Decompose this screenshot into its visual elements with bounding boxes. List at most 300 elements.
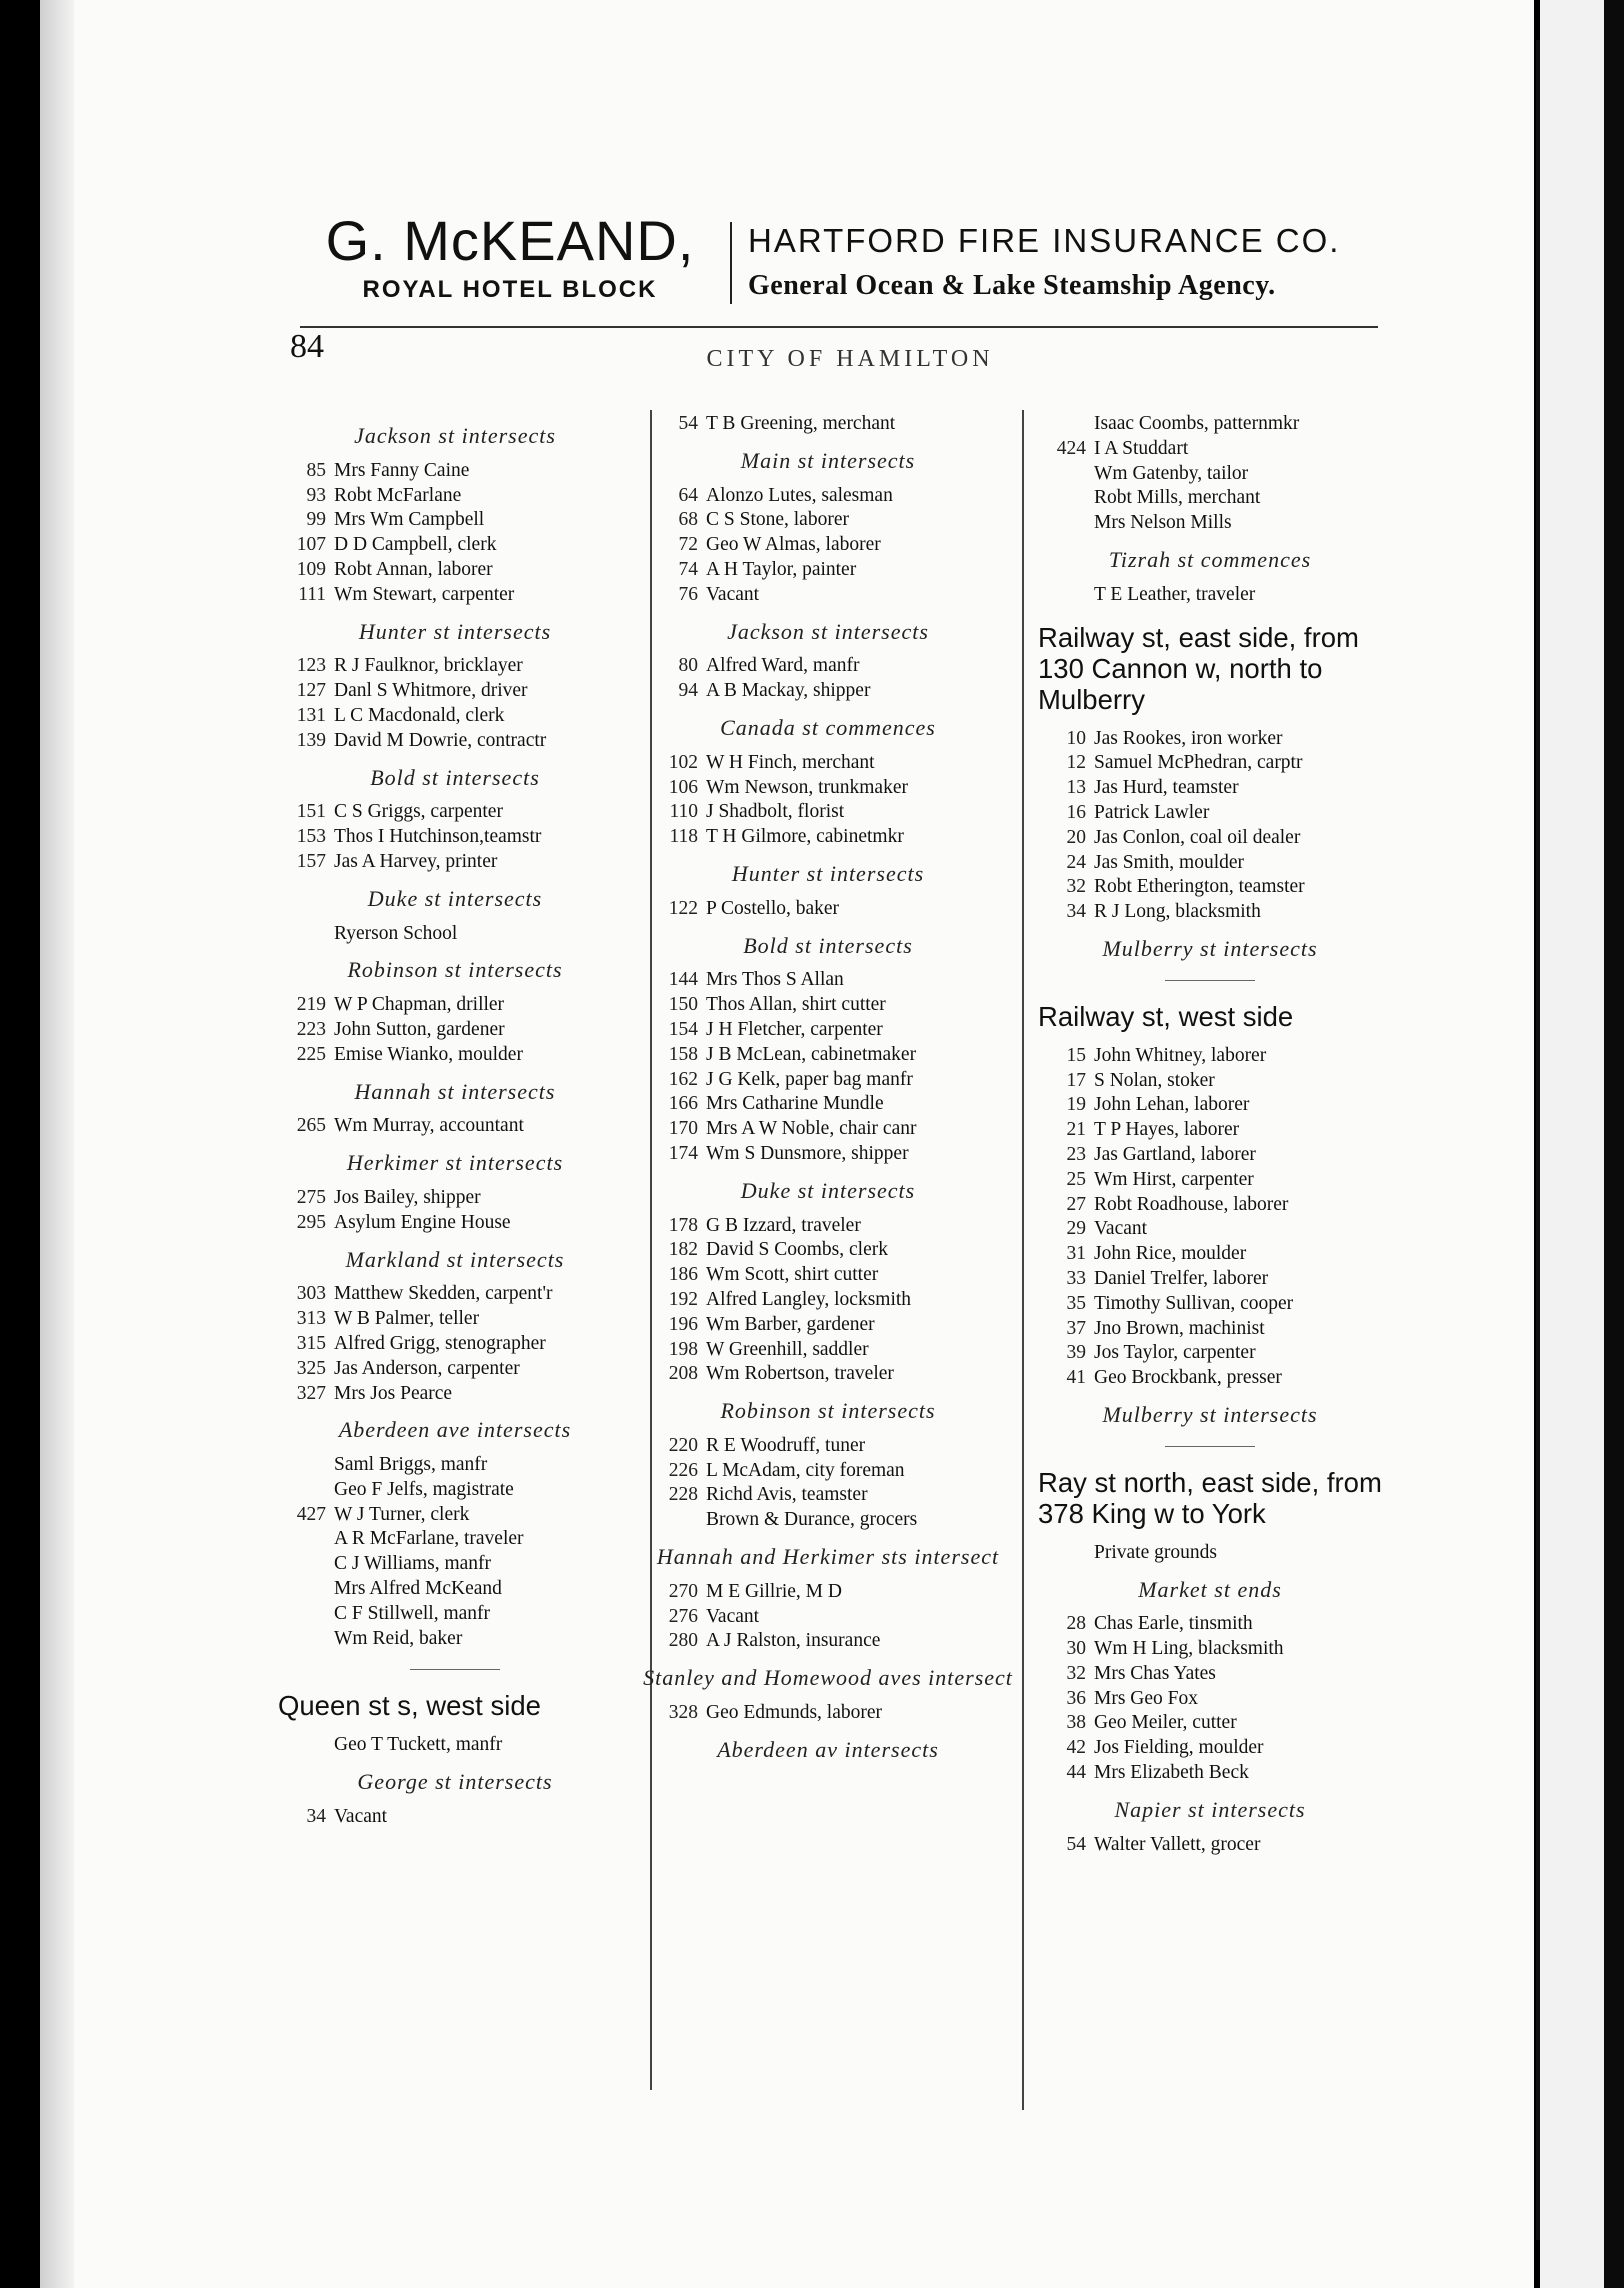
house-number (1030, 1541, 1094, 1566)
resident-name: Wm Robertson, traveler (706, 1363, 894, 1385)
cross-street-heading: Jackson st intersects (354, 423, 556, 448)
directory-entry (642, 1117, 1014, 1142)
house-number: 25 (1066, 1168, 1086, 1190)
cross-street-heading: Jackson st intersects (727, 618, 929, 644)
ad-insurance-company: HARTFORD FIRE INSURANCE CO. (748, 222, 1341, 259)
resident-name: John Whitney, laborer (1094, 1044, 1267, 1066)
resident-name: C J Williams, manfr (334, 1553, 492, 1575)
house-number: 313 (296, 1308, 326, 1330)
house-number: 33 (1066, 1267, 1086, 1289)
directory-entry (1030, 1833, 1390, 1858)
house-number: 178 (668, 1214, 698, 1236)
resident-name: Jas Hurd, teamster (1094, 777, 1239, 799)
house-number (1030, 511, 1094, 536)
directory-entry (270, 1602, 640, 1627)
house-number (1030, 462, 1094, 487)
directory-entry (270, 704, 640, 729)
resident-name: J B McLean, cabinetmaker (706, 1043, 917, 1065)
cross-street-heading: Duke st intersects (367, 885, 543, 911)
resident-name: Thos Allan, shirt cutter (706, 994, 886, 1016)
house-number: 68 (678, 509, 698, 531)
running-head: CITY OF HAMILTON (706, 346, 994, 372)
directory-entry (642, 533, 1014, 558)
page-edge-rule (1536, 40, 1540, 2240)
advertisement-left (290, 209, 730, 304)
directory-entry (642, 484, 1014, 509)
house-number: 64 (678, 484, 698, 506)
house-number: 23 (1066, 1143, 1086, 1165)
house-number: 265 (296, 1115, 326, 1137)
directory-entry (270, 922, 640, 947)
resident-name: Mrs Fanny Caine (334, 459, 470, 481)
directory-entry (642, 1288, 1014, 1313)
directory-entry (642, 1605, 1014, 1630)
resident-name: D D Campbell, clerk (334, 534, 497, 556)
resident-name: M E Gillrie, M D (706, 1580, 842, 1602)
directory-entry (1030, 751, 1390, 776)
directory-entry (642, 1483, 1014, 1508)
directory-entry (642, 412, 1014, 437)
resident-name: J H Fletcher, carpenter (706, 1018, 883, 1040)
directory-entry (270, 1018, 640, 1043)
resident-name: Mrs Elizabeth Beck (1094, 1762, 1249, 1784)
cross-street-heading: Canada st commences (720, 714, 936, 740)
resident-name: T P Hayes, laborer (1094, 1119, 1240, 1141)
directory-entry (270, 558, 640, 583)
house-number: 32 (1066, 1662, 1086, 1684)
directory-entry (642, 679, 1014, 704)
directory-entry (642, 1018, 1014, 1043)
resident-name: Mrs Thos S Allan (706, 969, 844, 991)
cross-street-heading: Markland st intersects (345, 1246, 565, 1272)
directory-entry (1030, 486, 1390, 511)
cross-street-heading: Bold st intersects (370, 764, 540, 790)
directory-entry (642, 1629, 1014, 1654)
house-number: 208 (668, 1363, 698, 1385)
resident-name: Walter Vallett, grocer (1094, 1833, 1261, 1855)
directory-entry (270, 1186, 640, 1211)
directory-entry (642, 800, 1014, 825)
resident-name: Wm Scott, shirt cutter (706, 1264, 879, 1286)
house-number: 109 (296, 558, 326, 580)
house-number: 151 (296, 801, 326, 823)
house-number (270, 1527, 334, 1552)
directory-entry (270, 1357, 640, 1382)
cross-street-heading: Tizrah st commences (1108, 546, 1312, 572)
directory-entry (642, 1263, 1014, 1288)
house-number: 85 (306, 459, 326, 481)
resident-name: G B Izzard, traveler (706, 1214, 861, 1236)
house-number: 19 (1066, 1094, 1086, 1116)
resident-name: Robt Roadhouse, laborer (1094, 1193, 1289, 1215)
house-number: 20 (1066, 826, 1086, 848)
resident-name: Jas A Harvey, printer (334, 850, 498, 872)
directory-entry (642, 558, 1014, 583)
resident-name: T E Leather, traveler (1094, 583, 1256, 605)
cross-street-heading: Aberdeen av intersects (717, 1736, 939, 1762)
directory-entry (270, 850, 640, 875)
house-number: 123 (296, 655, 326, 677)
house-number (1030, 583, 1094, 608)
resident-name: A J Ralston, insurance (706, 1630, 881, 1652)
house-number: 102 (668, 751, 698, 773)
house-number: 192 (668, 1288, 698, 1310)
house-number: 170 (668, 1118, 698, 1140)
directory-entry (1030, 900, 1390, 925)
house-number: 198 (668, 1338, 698, 1360)
cross-street-heading: Bold st intersects (743, 932, 913, 958)
house-number: 38 (1066, 1712, 1086, 1734)
resident-name: R E Woodruff, tuner (706, 1434, 866, 1456)
house-number: 28 (1066, 1613, 1086, 1635)
resident-name: Robt Annan, laborer (334, 558, 493, 580)
directory-entry (1030, 1687, 1390, 1712)
directory-entry (270, 825, 640, 850)
house-number: 223 (296, 1018, 326, 1040)
house-number: 226 (668, 1459, 698, 1481)
cross-street-heading: Robinson st intersects (720, 1398, 936, 1424)
resident-name: Mrs Geo Fox (1094, 1687, 1199, 1709)
resident-name: Jno Brown, machinist (1094, 1317, 1265, 1339)
resident-name: Wm Murray, accountant (334, 1115, 524, 1137)
resident-name: Jos Bailey, shipper (334, 1186, 481, 1208)
directory-entry (642, 1508, 1014, 1533)
directory-entry (642, 1043, 1014, 1068)
house-number: 174 (668, 1142, 698, 1164)
house-number (1030, 486, 1094, 511)
directory-entry (1030, 801, 1390, 826)
cross-street-heading: Duke st intersects (740, 1177, 916, 1203)
house-number: 122 (668, 897, 698, 919)
resident-name: W Greenhill, saddler (706, 1338, 869, 1360)
house-number: 303 (296, 1283, 326, 1305)
cross-street-heading: Napier st intersects (1114, 1796, 1306, 1822)
directory-entry (642, 825, 1014, 850)
directory-entry (1030, 875, 1390, 900)
house-number (270, 1453, 334, 1478)
house-number: 219 (296, 994, 326, 1016)
section-divider (1165, 1446, 1255, 1447)
page-binding-shadow (40, 0, 74, 2288)
resident-name: A H Taylor, painter (706, 558, 857, 580)
directory-entry (642, 897, 1014, 922)
resident-name: L McAdam, city foreman (706, 1459, 905, 1481)
house-number: 225 (296, 1043, 326, 1065)
resident-name: Alfred Langley, locksmith (706, 1288, 912, 1310)
directory-entry (270, 1627, 640, 1652)
directory-entry (270, 1552, 640, 1577)
house-number: 196 (668, 1313, 698, 1335)
resident-name: L C Macdonald, clerk (334, 704, 505, 726)
directory-entry (270, 1282, 640, 1307)
directory-entry (642, 1701, 1014, 1726)
house-number: 280 (668, 1630, 698, 1652)
directory-entry (642, 993, 1014, 1018)
house-number: 110 (669, 801, 698, 823)
resident-name: Alfred Grigg, stenographer (334, 1332, 546, 1354)
house-number: 270 (668, 1580, 698, 1602)
directory-entry (642, 1338, 1014, 1363)
column-rule (1022, 410, 1024, 2110)
resident-name: Wm Barber, gardener (706, 1313, 875, 1335)
directory-entry (1030, 851, 1390, 876)
directory-entry (642, 776, 1014, 801)
directory-entry (270, 1503, 640, 1528)
cross-street-heading: Robinson st intersects (347, 957, 563, 983)
house-number: 80 (678, 655, 698, 677)
directory-entry (642, 1142, 1014, 1167)
house-number: 118 (669, 826, 698, 848)
house-number (642, 1508, 706, 1533)
directory-entry (270, 459, 640, 484)
resident-name: Robt Etherington, teamster (1094, 876, 1305, 898)
house-number (270, 1733, 334, 1758)
directory-entry (1030, 437, 1390, 462)
cross-street-heading: Market st ends (1138, 1576, 1282, 1602)
resident-name: Alonzo Lutes, salesman (706, 484, 893, 506)
house-number: 186 (668, 1264, 698, 1286)
street-section-title: Queen st s, west side (278, 1690, 541, 1722)
resident-name: R J Faulknor, bricklayer (334, 655, 523, 677)
directory-entry (642, 751, 1014, 776)
resident-name: Mrs Chas Yates (1094, 1662, 1216, 1684)
resident-name: Geo F Jelfs, magistrate (334, 1478, 514, 1500)
house-number: 111 (298, 583, 326, 605)
directory-entry (642, 1362, 1014, 1387)
directory-entry (270, 1478, 640, 1503)
resident-name: Vacant (1094, 1218, 1148, 1240)
resident-name: Private grounds (1094, 1541, 1217, 1563)
house-number: 35 (1066, 1292, 1086, 1314)
directory-entry (270, 729, 640, 754)
resident-name: W J Turner, clerk (334, 1503, 470, 1525)
directory-entry (642, 508, 1014, 533)
page-number: 84 (290, 328, 324, 365)
resident-name: David S Coombs, clerk (706, 1239, 888, 1261)
directory-entry (1030, 1044, 1390, 1069)
house-number: 315 (296, 1332, 326, 1354)
directory-entry (270, 1382, 640, 1407)
resident-name: Mrs Alfred McKeand (334, 1578, 502, 1600)
resident-name: Geo W Almas, laborer (706, 534, 881, 556)
directory-entry (1030, 1612, 1390, 1637)
cross-street-heading: Mulberry st intersects (1102, 1401, 1318, 1427)
resident-name: Brown & Durance, grocers (706, 1509, 918, 1531)
house-number: 34 (306, 1806, 326, 1828)
directory-entry (1030, 1118, 1390, 1143)
street-section-title: Railway st, east side, from 130 Cannon w, north to Mulberry (1038, 621, 1359, 715)
resident-name: Mrs Catharine Mundle (706, 1093, 884, 1115)
resident-name: Vacant (334, 1806, 388, 1828)
resident-name: Samuel McPhedran, carptr (1094, 752, 1303, 774)
house-number: 424 (1056, 437, 1086, 459)
directory-entry (1030, 826, 1390, 851)
cross-street-heading: Hannah and Herkimer sts intersect (656, 1544, 1000, 1570)
house-number: 12 (1066, 752, 1086, 774)
resident-name: Jas Gartland, laborer (1094, 1143, 1256, 1165)
resident-name: Jas Anderson, carpenter (334, 1357, 520, 1379)
house-number: 153 (296, 826, 326, 848)
directory-entry (642, 968, 1014, 993)
house-number: 32 (1066, 876, 1086, 898)
directory-entry (1030, 1292, 1390, 1317)
resident-name: C F Stillwell, manfr (334, 1602, 490, 1624)
resident-name: Jas Conlon, coal oil dealer (1094, 826, 1301, 848)
resident-name: Vacant (706, 583, 760, 605)
directory-entry (1030, 412, 1390, 437)
house-number: 24 (1066, 851, 1086, 873)
house-number: 228 (668, 1484, 698, 1506)
cross-street-heading: Main st intersects (740, 447, 916, 473)
advertisement-right (748, 222, 1388, 302)
resident-name: Timothy Sullivan, cooper (1094, 1292, 1294, 1314)
directory-entry (270, 533, 640, 558)
column-1 (270, 412, 640, 1830)
house-number: 182 (668, 1239, 698, 1261)
resident-name: J Shadbolt, florist (706, 801, 845, 823)
resident-name: Geo Brockbank, presser (1094, 1367, 1282, 1389)
resident-name: Isaac Coombs, patternmkr (1094, 413, 1300, 434)
house-number (270, 1577, 334, 1602)
directory-entry (1030, 1242, 1390, 1267)
resident-name: Alfred Ward, manfr (706, 655, 860, 677)
house-number: 39 (1066, 1342, 1086, 1364)
directory-entry (270, 993, 640, 1018)
house-number: 154 (668, 1018, 698, 1040)
house-number: 131 (296, 704, 326, 726)
directory-entry (1030, 727, 1390, 752)
resident-name: Jos Taylor, carpenter (1094, 1342, 1256, 1364)
resident-name: Mrs A W Noble, chair canr (706, 1118, 917, 1140)
resident-name: Mrs Wm Campbell (334, 509, 485, 531)
ad-divider (730, 222, 732, 304)
house-number: 44 (1066, 1762, 1086, 1784)
house-number (270, 1627, 334, 1652)
directory-entry (1030, 1637, 1390, 1662)
street-section-title: Railway st, west side (1038, 1000, 1294, 1032)
directory-entry (270, 508, 640, 533)
directory-entry (642, 1580, 1014, 1605)
house-number: 325 (296, 1357, 326, 1379)
resident-name: W P Chapman, driller (334, 994, 505, 1016)
resident-name: John Lehan, laborer (1094, 1094, 1250, 1116)
directory-entry (642, 1068, 1014, 1093)
house-number (270, 1478, 334, 1503)
directory-entry (1030, 1217, 1390, 1242)
house-number: 54 (678, 413, 698, 434)
directory-entry (642, 1313, 1014, 1338)
resident-name: Ryerson School (334, 922, 458, 944)
house-number: 74 (678, 558, 698, 580)
directory-entry (270, 1043, 640, 1068)
house-number: 16 (1066, 801, 1086, 823)
directory-entry (642, 1434, 1014, 1459)
resident-name: Patrick Lawler (1094, 801, 1210, 823)
house-number: 107 (296, 534, 326, 556)
resident-name: Wm Gatenby, tailor (1094, 462, 1249, 484)
directory-entry (1030, 1093, 1390, 1118)
resident-name: Emise Wianko, moulder (334, 1043, 523, 1065)
house-number: 127 (296, 680, 326, 702)
directory-entry (1030, 1366, 1390, 1391)
resident-name: Wm Reid, baker (334, 1627, 463, 1649)
directory-entry (270, 484, 640, 509)
resident-name: Robt McFarlane (334, 484, 462, 506)
house-number: 13 (1066, 777, 1086, 799)
resident-name: P Costello, baker (706, 897, 840, 919)
house-number: 427 (296, 1503, 326, 1525)
house-number: 36 (1066, 1687, 1086, 1709)
house-number: 295 (296, 1211, 326, 1233)
resident-name: Mrs Nelson Mills (1094, 512, 1232, 534)
resident-name: Matthew Skedden, carpent'r (334, 1283, 553, 1305)
resident-name: S Nolan, stoker (1094, 1069, 1215, 1091)
house-number: 276 (668, 1605, 698, 1627)
header-rule (300, 326, 1378, 328)
house-number: 275 (296, 1186, 326, 1208)
directory-entry (642, 583, 1014, 608)
cross-street-heading: Hunter st intersects (358, 618, 552, 644)
resident-name: John Sutton, gardener (334, 1018, 505, 1040)
house-number: 31 (1066, 1243, 1086, 1265)
resident-name: Vacant (706, 1605, 760, 1627)
house-number (270, 1552, 334, 1577)
house-number (270, 1602, 334, 1627)
directory-entry (1030, 1541, 1390, 1566)
directory-entry (1030, 1317, 1390, 1342)
resident-name: John Rice, moulder (1094, 1243, 1247, 1265)
house-number: 94 (678, 680, 698, 702)
resident-name: A R McFarlane, traveler (334, 1528, 524, 1550)
resident-name: Geo Meiler, cutter (1094, 1712, 1237, 1734)
directory-entry (1030, 1341, 1390, 1366)
house-number: 106 (668, 776, 698, 798)
directory-entry (270, 1332, 640, 1357)
directory-entry (270, 1805, 640, 1830)
directory-entry (270, 583, 640, 608)
directory-entry (270, 1307, 640, 1332)
resident-name: Wm Stewart, carpenter (334, 583, 515, 605)
directory-entry (270, 1114, 640, 1139)
house-number: 157 (296, 850, 326, 872)
directory-entry (1030, 511, 1390, 536)
house-number: 41 (1066, 1367, 1086, 1389)
resident-name: Jas Rookes, iron worker (1094, 727, 1283, 749)
house-number: 42 (1066, 1737, 1086, 1759)
resident-name: T B Greening, merchant (706, 413, 896, 434)
house-number: 327 (296, 1382, 326, 1404)
resident-name: Wm Newson, trunkmaker (706, 776, 908, 798)
directory-entry (270, 1453, 640, 1478)
house-number: 30 (1066, 1638, 1086, 1660)
house-number: 54 (1066, 1833, 1086, 1855)
cross-street-heading: Hannah st intersects (354, 1078, 556, 1104)
directory-entry (1030, 776, 1390, 801)
ad-firm-address: ROYAL HOTEL BLOCK (362, 276, 658, 303)
house-number (1030, 412, 1094, 437)
house-number: 162 (668, 1068, 698, 1090)
directory-entry (1030, 1662, 1390, 1687)
directory-entry (270, 1527, 640, 1552)
column-3 (1030, 412, 1390, 1857)
resident-name: W B Palmer, teller (334, 1308, 480, 1330)
directory-entry (270, 1577, 640, 1602)
resident-name: Mrs Jos Pearce (334, 1382, 453, 1404)
column-2 (642, 412, 1014, 1773)
directory-entry (642, 654, 1014, 679)
directory-entry (1030, 1761, 1390, 1786)
directory-entry (270, 1211, 640, 1236)
